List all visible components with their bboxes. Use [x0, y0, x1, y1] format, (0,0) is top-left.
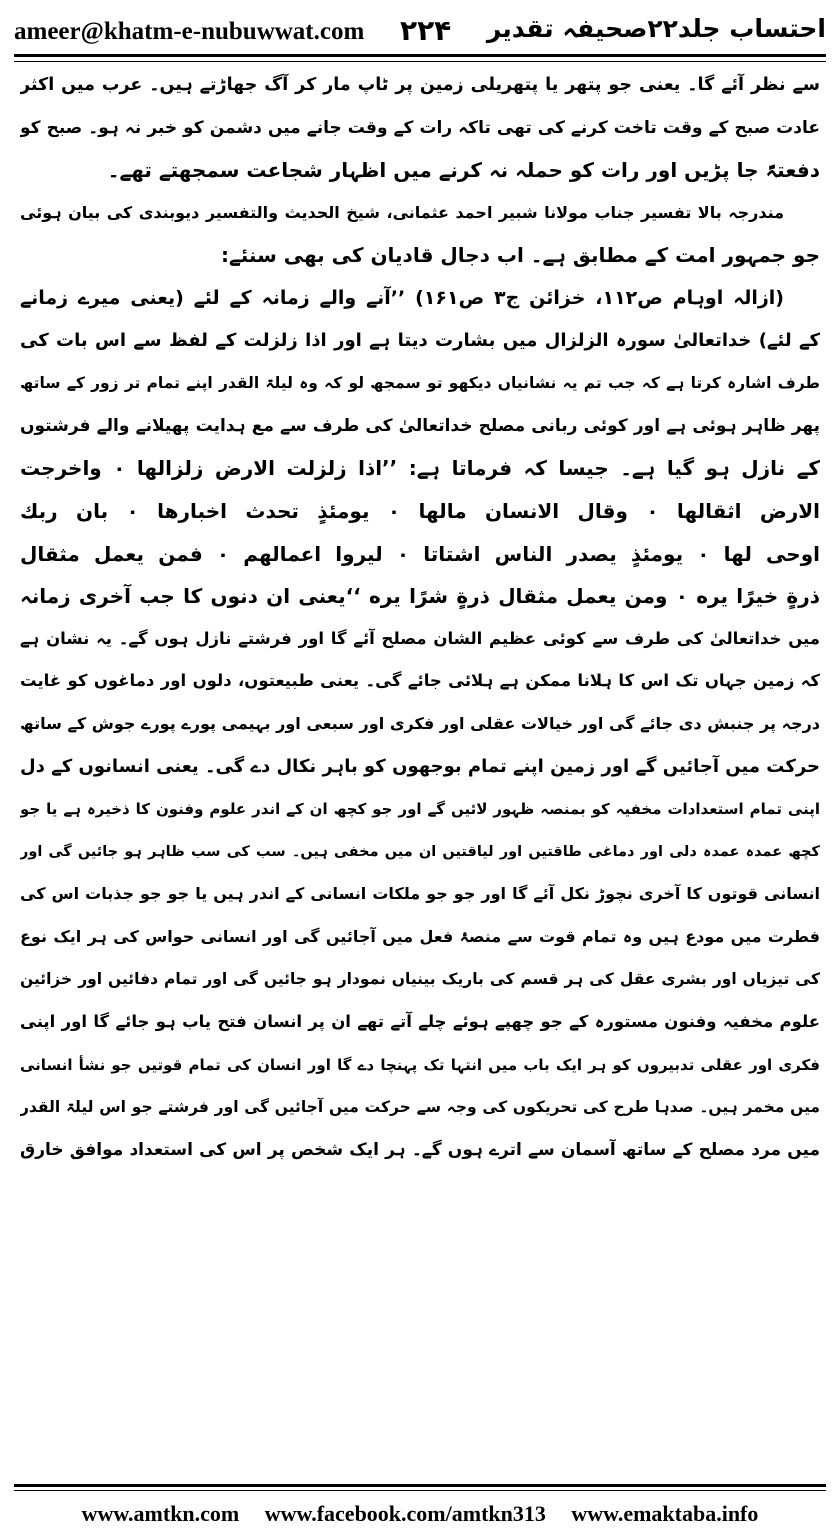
body-line: طرف اشارہ کرتا ہے کہ جب تم یہ نشانیاں دیکھو تو سمجھ لو کہ وہ لیلۃ القدر اپنے تمام تر زور کے ساتھ: [20, 374, 820, 393]
body-line: کچھ عمدہ عمدہ دلی اور دماغی طاقتیں اور لیاقتیں ان میں مخفی ہیں۔ سب کی سب ظاہر ہو جائیں گی اور: [20, 843, 820, 860]
body-line: میں خداتعالیٰ کی طرف سے کوئی عظیم الشان مصلح آئے گا اور فرشتے نازل ہوں گے۔ یہ نشان ہے: [20, 628, 820, 648]
footer-link-emaktaba[interactable]: www.emaktaba.info: [571, 1501, 759, 1526]
page-body: [20, 64, 820, 1476]
quran-line: اوحى لها ۰ يومئذٍ يصدر الناس اشتاتا ۰ ليروا اعمالهم ۰ فمن يعمل مثقال: [20, 541, 820, 566]
footer-link-facebook[interactable]: www.facebook.com/amtkn313: [264, 1501, 546, 1526]
body-line: میں مرد مصلح کے ساتھ آسمان سے اترے ہوں گے۔ ہر ایک شخص پر اس کی استعداد موافق خارق: [20, 1139, 820, 1160]
quran-line: الارض اثقالها ۰ وقال الانسان مالها ۰ يومئذٍ تحدث اخبارها ۰ بان ربك: [20, 498, 820, 523]
body-line: حرکت میں آجائیں گے اور زمین اپنے تمام بوجھوں کو باہر نکال دے گی۔ یعنی انسانوں کے دل: [20, 755, 820, 777]
body-line: انسانی قوتوں کا آخری نچوڑ نکل آئے گا اور جو جو ملکات انسانی کے اندر ہیں یا جو جو جذبات اس کی: [20, 884, 820, 904]
body-line: میں مخمر ہیں۔ صدہا طرح کی تحریکوں کی وجہ سے حرکت میں آجائیں گی اور فرشتے جو اس لیلۃ القدر: [20, 1098, 820, 1117]
header-rule-thin: [14, 61, 826, 62]
body-line: سے نظر آئے گا۔ یعنی جو پتھر یا پتھریلی زمین پر ٹاپ مار کر آگ جھاڑتے ہیں۔ عرب میں اکثر: [20, 75, 820, 95]
footer-link-amtkn[interactable]: www.amtkn.com: [81, 1501, 240, 1526]
header-title: احتساب جلد۲۲صحیفہ تقدیر: [486, 14, 826, 43]
header-rule-thick: [14, 54, 826, 57]
body-line: درجہ پر جنبش دی جائے گی اور خیالات عقلی اور فکری اور سبعی اور بہیمی پورے پورے جوش کے ساتھ: [20, 713, 820, 733]
body-line: مندرجہ بالا تفسیر جناب مولانا شبیر احمد عثمانی، شیخ الحدیث والتفسیر دیوبندی کی بیان ہوئی: [20, 202, 784, 222]
footer-rule-thin: [14, 1490, 826, 1491]
quran-line: کے نازل ہو گیا ہے۔ جیسا کہ فرماتا ہے: ’’اذا زلزلت الارض زلزالها ۰ واخرجت: [20, 456, 820, 481]
citation-line: (ازالہ اوہام ص۱۱۲، خزائن ج۳ ص۱۶۱) ’’آنے والے زمانہ کے لئے (یعنی میرے زمانے: [20, 286, 784, 309]
quran-line: ذرةٍ خيرًا يره ۰ ومن يعمل مثقال ذرةٍ شرًا يره ‘‘یعنی ان دنوں کا جب آخری زمانہ: [20, 584, 820, 609]
body-line: اپنی تمام استعدادات مخفیہ کو بمنصہ ظہور لائیں گے اور جو کچھ ان کے اندر علوم وفنون کا ذخیرہ ہے یا جو: [20, 800, 820, 819]
body-line: فطرت میں مودع ہیں وہ تمام قوت سے منصۂ فعل میں آجائیں گی اور انسانی حواس کی ہر ایک نوع: [20, 926, 820, 946]
page-header: [14, 10, 826, 54]
body-line: علوم مخفیہ وفنون مستورہ کے جو چھپے ہوئے چلے آتے تھے ان پر انسان فتح یاب ہو جائے گا اور اپنی: [20, 1012, 820, 1032]
body-line: کے لئے) خداتعالیٰ سورہ الزلزال میں بشارت دیتا ہے اور اذا زلزلت کے لفظ سے اس بات کی: [20, 329, 820, 351]
body-line: کہ زمین جہاں تک اس کا ہلانا ممکن ہے ہلائی جائے گی۔ یعنی طبیعتوں، دلوں اور دماغوں کو غایت: [20, 671, 820, 691]
page-footer: [14, 1494, 826, 1534]
body-line: فکری اور عقلی تدبیروں کو ہر ایک باب میں انتہا تک پہنچا دے گا اور انسان کی تمام قوتیں جو نشأ انسانی: [20, 1055, 820, 1074]
page-number: ۲۲۴: [400, 14, 452, 47]
body-line: جو جمہور امت کے مطابق ہے۔ اب دجال قادیان کی بھی سنئے:: [221, 243, 820, 268]
body-line: کی تیزیاں اور بشری عقل کی ہر قسم کی باریک بینیاں نمودار ہو جائیں گی اور تمام دفائیں اور خزائین: [20, 970, 820, 989]
body-line: پھر ظاہر ہوئی ہے اور کوئی ربانی مصلح خداتعالیٰ کی طرف سے مع ہدایت پھیلانے والے فرشتوں: [20, 415, 820, 436]
header-email: ameer@khatm-e-nubuwwat.com: [14, 18, 365, 45]
body-line: دفعتہً جا پڑیں اور رات کو حملہ نہ کرنے میں اظہار شجاعت سمجھتے تھے۔: [107, 158, 820, 183]
footer-rule-thick: [14, 1484, 826, 1487]
body-line: عادت صبح کے وقت تاخت کرنے کی تھی تاکہ رات کے وقت جانے میں دشمن کو خبر نہ ہو۔ صبح کو: [20, 117, 820, 138]
